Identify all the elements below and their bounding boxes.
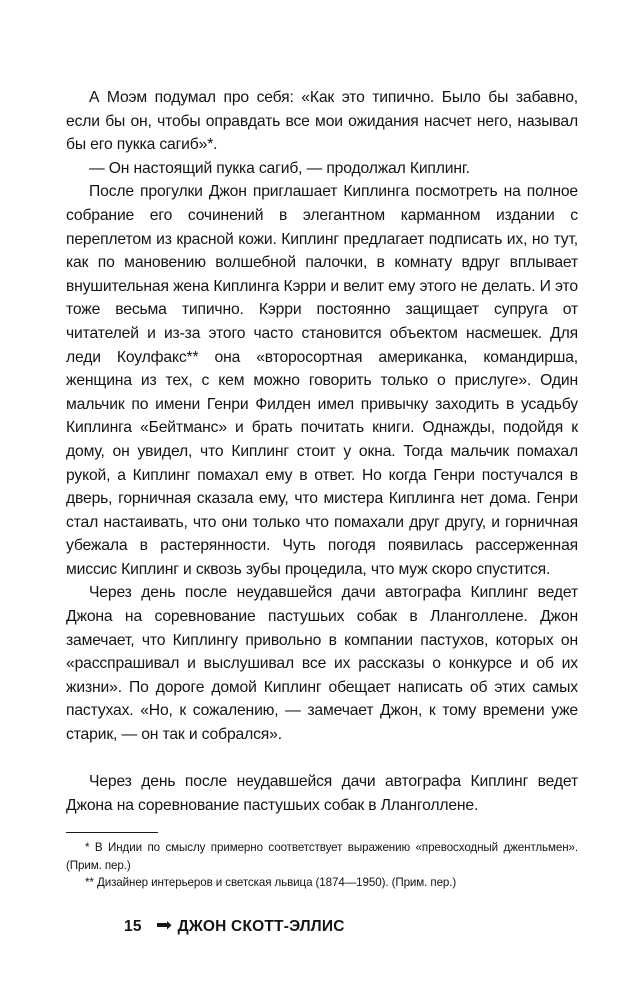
arrow-right-icon [156,921,172,931]
paragraph: А Моэм подумал про себя: «Как это типично. Было бы забавно, если бы он, чтобы оправдать все мои ожидания насчет него, называл бы его пукка сагиб»*. [66,89,578,154]
footnote-divider [66,832,158,833]
page-number: 15 [124,918,142,935]
paragraph: — Он настоящий пукка сагиб, — продолжал Киплинг. [89,159,470,177]
footnote: ** Дизайнер интерьеров и светская львица (1874—1950). (Прим. пер.) [85,876,457,889]
footnote: * В Индии по смыслу примерно соответствует выражению «превосходный джентльмен». (Прим. пер.) [66,841,578,872]
author-name: ДЖОН СКОТТ-ЭЛЛИС [177,918,345,935]
paragraph: Через день после неудавшейся дачи автографа Киплинг ведет Джона на соревнование пастушьих собак в Лланголлене. Джон замечает, что Киплингу привольно в компании пастухов, которых он «расспрашивал и выслушивал все их рассказы о конкурсе и об их жизни». По дороге домой Киплинг обещает написать об этих самых пастухах. «Но, к сожалению, — замечает Джон, к тому времени уже старик, — он так и собрался». [66,584,578,744]
paragraph: Через день после неудавшейся дачи автографа Киплинг ведет Джона на соревнование пастушьих собак в Лланголлене. [66,773,578,814]
footnotes [66,839,578,892]
paragraph: После прогулки Джон приглашает Киплинга посмотреть на полное собрание его сочинений в элегантном карманном издании с переплетом из красной кожи. Киплинг предлагает подписать их, но тут, как по мановению волшебной палочки, в комнату вдруг вплывает внушительная жена Киплинга Кэрри и велит ему этого не делать. И это тоже весьма типично. Кэрри постоянно защищает супруга от читателей и из-за этого часто становится объектом насмешек. Для леди Коулфакс** она «второсортная американка, командирша, женщина из тех, с кем можно говорить только о прислуге». Один мальчик по имени Генри Филден имел привычку заходить в усадьбу Киплинга «Бейтманс» и брать почитать книги. Однажды, подойдя к дому, он увидел, что Киплинг стоит у окна. Тогда мальчик помахал рукой, а Киплинг помахал ему в ответ. Но когда Генри постучался в дверь, горничная сказала ему, что мистера Киплинга нет дома. Генри стал настаивать, что они только что помахали друг другу, и горничная убежала в растерянности. Чуть погодя появилась рассерженная миссис Киплинг и сквозь зубы процедила, что муж скоро спустится. [66,183,578,578]
running-footer [124,916,345,938]
main-text [66,86,578,817]
